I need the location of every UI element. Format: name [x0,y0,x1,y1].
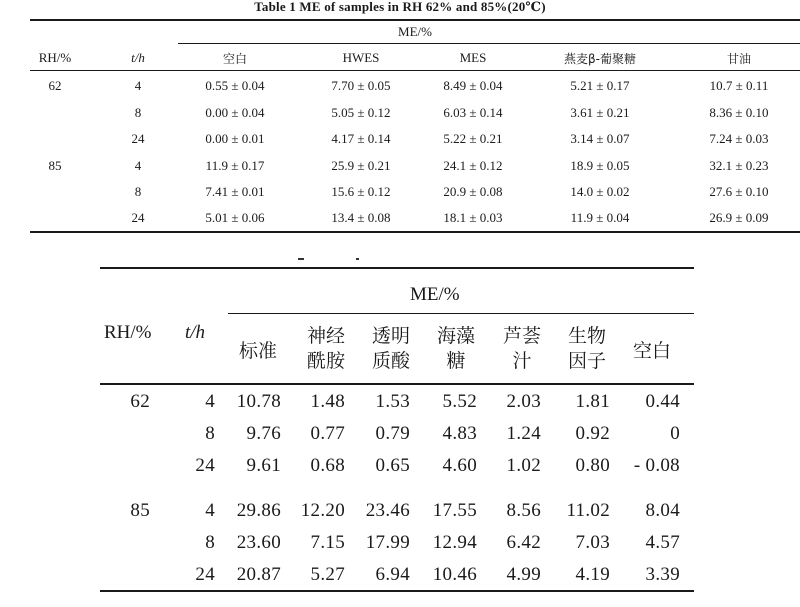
table-1-cell-value: 11.9 ± 0.04 [570,210,630,225]
table-2-cell-value: 7.15 [310,532,345,553]
table-1-cell-value: 0.00 ± 0.04 [205,105,265,120]
table-1-cell-value: 10.7 ± 0.11 [709,78,769,93]
table-2-col-rh: RH/% [104,322,152,343]
table-1-cell-value: 8.36 ± 0.10 [709,105,769,120]
table-1-cell-value: 18.9 ± 0.05 [570,158,630,173]
table-2-cell-value: 7.03 [575,532,610,553]
table-1-cell-value: 26.9 ± 0.09 [709,210,769,225]
table-2-col-header-line2: 酰胺 [306,350,345,372]
table-1-cell-value: 4.17 ± 0.14 [331,131,391,146]
table-2-col-header [234,339,282,364]
table-2-cell-value: 17.55 [432,500,477,521]
table-2-cell-value: 0.79 [375,423,410,444]
table-2-cell-value: 0.68 [310,455,345,476]
table-1-cell-value: 11.9 ± 0.17 [205,158,265,173]
table-2-cell-value: 8.04 [645,500,680,521]
table-1-cell-value: 3.61 ± 0.21 [570,105,630,120]
table-1-cell-t: 24 [131,210,145,225]
table-2-cell-value: 12.20 [300,500,345,521]
table-2-col-header-line2: 质酸 [371,350,410,372]
table-2-cell-rh: 62 [130,391,150,412]
table-1-group-header: ME/% [398,24,432,39]
table-1-cell-value: 5.21 ± 0.17 [570,78,630,93]
table-1-cell-value: 13.4 ± 0.08 [331,210,391,225]
table-2-cell-value: 23.46 [365,500,410,521]
table-2-col-header [498,324,546,374]
table-1-cell-rh: 62 [48,78,62,93]
table-1-bottom-rule [30,231,800,233]
table-2-cell-value: 9.61 [246,455,281,476]
table-2-cell-rh: 85 [130,500,150,521]
table-2-cell-value: 1.48 [310,391,345,412]
table-1-caption: Table 1 ME of samples in RH 62% and 85%(20℃) [254,0,546,14]
table-2-cell-value: 10.46 [432,564,477,585]
table-1-cell-value: 5.05 ± 0.12 [331,105,391,120]
table-2-cell-value: 1.02 [506,455,541,476]
table-2-cell-value: 0.65 [375,455,410,476]
table-2-col-header-line1: 芦荟 [502,325,541,347]
table-1-cell-value: 5.01 ± 0.06 [205,210,265,225]
table-2-cell-value: 4.99 [506,564,541,585]
table-2-col-header-line1: 标准 [238,340,277,362]
table-1-cell-t: 8 [134,105,142,120]
table-1-cell-value: 0.00 ± 0.01 [205,131,265,146]
table-2-col-header-line1: 生物 [567,325,606,347]
table-1-cell-value: 32.1 ± 0.23 [709,158,769,173]
table-2-col-header-line2: 因子 [567,350,606,372]
table-2-cell-t: 24 [195,564,215,585]
scan-mark [356,258,359,260]
table-1-cell-value: 7.24 ± 0.03 [709,131,769,146]
table-1-col-header: 甘油 [726,52,751,66]
table-2-cell-value: 2.03 [506,391,541,412]
table-2-col-header-line1: 神经 [306,325,345,347]
table-2-cell-value: 11.02 [566,500,610,521]
table-1-cell-rh: 85 [48,158,62,173]
table-2-col-header-line1: 空白 [632,340,671,362]
table-2-cell-value: - 0.08 [633,455,680,476]
table-2-cell-t: 24 [195,455,215,476]
table-2-col-header [628,339,676,364]
table-2-col-header [367,324,415,374]
table-2-col-header [563,324,611,374]
table-1-top-rule [30,19,800,21]
table-2-cell-value: 0.80 [575,455,610,476]
table-2-cell-value: 6.94 [375,564,410,585]
table-2-col-t: t/h [185,322,206,343]
table-1-cell-value: 18.1 ± 0.03 [443,210,503,225]
table-2-cell-value: 10.78 [236,391,281,412]
table-1-cell-value: 3.14 ± 0.07 [570,131,630,146]
table-2-cell-t: 8 [205,532,215,553]
table-2-cell-value: 1.53 [375,391,410,412]
table-2-cell-value: 20.87 [236,564,281,585]
scan-mark [298,258,304,260]
table-2-cell-t: 4 [205,500,215,521]
table-1-cell-value: 6.03 ± 0.14 [443,105,503,120]
table-2-cell-value: 0.44 [645,391,680,412]
table-2-group-rule [228,313,694,314]
table-1-cell-t: 8 [134,184,142,199]
table-1-cell-value: 20.9 ± 0.08 [443,184,503,199]
table-2-cell-value: 4.57 [645,532,680,553]
table-2-cell-t: 4 [205,391,215,412]
table-2-cell-value: 5.52 [442,391,477,412]
table-2-cell-value: 17.99 [365,532,410,553]
table-2-bottom-rule [100,590,694,592]
table-2-cell-value: 4.60 [442,455,477,476]
table-1-cell-value: 14.0 ± 0.02 [570,184,630,199]
table-2-cell-value: 29.86 [236,500,281,521]
table-1-group-rule [178,43,800,44]
table-2-cell-value: 8.56 [506,500,541,521]
table-2-cell-value: 12.94 [432,532,477,553]
table-1-col-header: 空白 [222,52,247,66]
table-2-cell-value: 1.81 [575,391,610,412]
table-2-cell-value: 23.60 [236,532,281,553]
table-2-col-header-line2: 汁 [512,350,532,372]
table-2-col-header [302,324,350,374]
table-2-cell-value: 1.24 [506,423,541,444]
table-2-col-header-line1: 海藻 [436,325,475,347]
table-2-col-header-line2: 糖 [446,350,466,372]
table-2-top-rule [100,267,694,269]
table-1-cell-value: 15.6 ± 0.12 [331,184,391,199]
table-2-cell-value: 6.42 [506,532,541,553]
table-1-col-header: 燕麦β-葡聚糖 [564,52,636,66]
table-1-cell-value: 24.1 ± 0.12 [443,158,503,173]
table-2-group-header: ME/% [410,284,460,305]
table-1-col-rh: RH/% [38,50,72,65]
table-1-header-rule [30,70,800,71]
table-1-cell-value: 27.6 ± 0.10 [709,184,769,199]
table-1-cell-value: 7.41 ± 0.01 [205,184,265,199]
table-2-col-header-line1: 透明 [371,325,410,347]
table-1-cell-value: 7.70 ± 0.05 [331,78,391,93]
table-2-cell-value: 4.83 [442,423,477,444]
table-1-cell-t: 24 [131,131,145,146]
table-2-cell-t: 8 [205,423,215,444]
table-2-header-rule [100,383,694,385]
table-1-cell-value: 5.22 ± 0.21 [443,131,503,146]
table-2-cell-value: 4.19 [575,564,610,585]
table-1-cell-value: 25.9 ± 0.21 [331,158,391,173]
table-2-col-header [432,324,480,374]
table-2-cell-value: 3.39 [645,564,680,585]
table-2-cell-value: 0.77 [310,423,345,444]
table-2-cell-value: 0.92 [575,423,610,444]
table-1-col-t: t/h [131,50,145,65]
table-1-cell-value: 8.49 ± 0.04 [443,78,503,93]
table-1-cell-value: 0.55 ± 0.04 [205,78,265,93]
table-1-cell-t: 4 [134,78,142,93]
table-2-cell-value: 0 [670,423,680,444]
table-1-cell-t: 4 [134,158,142,173]
table-1-col-header: HWES [342,50,380,65]
table-2-cell-value: 9.76 [246,423,281,444]
table-2-cell-value: 5.27 [310,564,345,585]
table-1-col-header: MES [459,50,487,65]
